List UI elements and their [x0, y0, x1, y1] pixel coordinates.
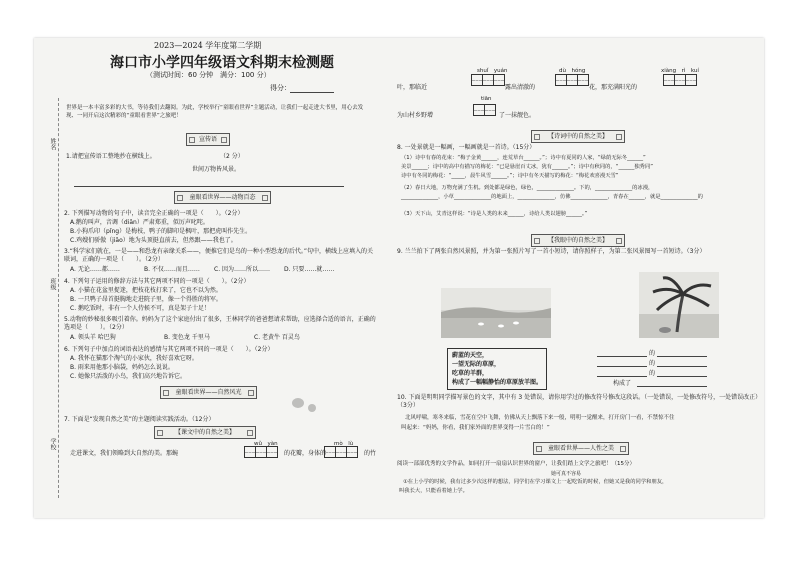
q7-line: 走进课文，我们领略到大自然的美。那蜿: [70, 450, 179, 457]
q8-text: 8. 一处景就是一幅画，一幅画就是一首诗。（15分）: [397, 144, 536, 151]
q8-s1b: 美景______；诗中的高中有描写的梅花：“已是悬崖百丈冰，犹有______。”；诗中有秋同的，“______独秀同”: [401, 164, 653, 170]
q4-text: 4. 下列句子运用的修辞方法与其它两项不同的一项是（ ）。（2分）: [64, 278, 250, 285]
q5-option-a[interactable]: A. 领头羊 哈巴狗: [70, 334, 116, 341]
section-my-eye: 【我眼中的自然之美】: [531, 234, 625, 247]
write-box-shuiyuan[interactable]: [471, 74, 504, 86]
q1-slogan: 世间万物皆风景。: [192, 166, 241, 173]
q9-end: 构成了: [613, 380, 632, 387]
right-top-end: 花，那充满阳光的: [589, 84, 638, 91]
q9-text: 9. 兰兰拍下了两张自然风景照，并为第一张照片写了一首小短诗，请你照样子，为第二张风景图写一首短诗。（3分）: [397, 248, 706, 255]
q7-line-mid: 的花瓣，身体的: [284, 450, 327, 457]
q3-option-b[interactable]: B. 不仅……而且……: [144, 266, 200, 273]
pinyin-duhong: dù hóng: [559, 68, 586, 74]
poem-line-1: 蔚蓝的天空，: [452, 352, 489, 359]
q7-pinyin-2: mò lù: [334, 441, 354, 447]
q4-option-b[interactable]: B. 一只鸭子昂首挺胸地走进院子里，像一个得胜的将军。: [70, 296, 222, 303]
section-humanity: 童眼看世界——人性之美: [533, 442, 629, 455]
score-label: 得分：: [270, 84, 291, 92]
q11-source: 她可真不容易: [551, 471, 582, 477]
q4-option-c[interactable]: C. 鹅吃饭时，非有一个人侍候不可，真是架子十足！: [70, 305, 211, 312]
side-label-class: 班级: [49, 278, 56, 290]
q3-option-c[interactable]: C. 因为……所以……: [214, 266, 271, 273]
q9-blank-2[interactable]: [657, 356, 707, 357]
side-label-name: 姓名: [49, 138, 56, 150]
section-nature: 童眼看世界——自然风光: [160, 386, 257, 399]
grassland-photo: [441, 288, 551, 338]
q5-option-b[interactable]: B. 变色龙 千里马: [164, 334, 210, 341]
pinyin-shuiyuan: shuǐ yuán: [477, 68, 508, 74]
exam-fullscore: 满分：100 分）: [220, 71, 271, 79]
intro-paragraph: 世界是一本丰富多彩的大书，等待我们去翻阅。为此，学校举行“童眼看世界”主题活动，让我们一起走进大书里，用心去发现、一同开启这次精彩的“童眼看世界”之旅吧！: [66, 105, 364, 119]
beach-palm-photo: [639, 272, 719, 338]
q10-text: 10. 下面是明明同学描写景色的文字，其中有 3 处错误，请你用学过的修改符号修改这段话。（一处错误，一处修改符号，一处错误改正）（3分）: [397, 394, 759, 409]
right-column: [391, 38, 764, 518]
q7-write-box-2[interactable]: [324, 446, 357, 458]
q2-option-b[interactable]: B.小狗爪印（pǐng）是梅枝，鸭子的脚印是枫叶，那把虎叫作先生。: [70, 228, 252, 235]
q3-option-a[interactable]: A. 无论……都……: [70, 266, 120, 273]
section-promo: 宣传语: [186, 133, 230, 146]
q7-pinyin-1: wǔ yàn: [254, 441, 278, 447]
q11-text: 阅读一部部优秀的文学作品，如同打开一扇扇认识世界的窗户，让我们踏上文学之旅吧！（15分）: [397, 461, 636, 467]
right-top-mid: 露出清澈的: [505, 84, 536, 91]
q11-para-2: 叫我长大，只能看着她上学。: [399, 488, 468, 494]
q8-s1: （1）诗中有春的花束：“梅子金黄______，连荒草台______。”；诗中有夏同的人家，“绿荫无际冬______”: [401, 155, 646, 161]
section-poetry-nature: 【诗词中的自然之美】: [531, 130, 625, 143]
q6-option-b[interactable]: B. 雨来用他那小脑袋，妈妈怎么说说。: [70, 364, 174, 371]
q1-text: 1.请把宣传语工整地抄在横线上。: [66, 153, 156, 160]
q9-blank-3[interactable]: [597, 366, 647, 367]
q9-blank-5[interactable]: [597, 376, 647, 377]
q9-de-3: 的: [649, 370, 656, 377]
q6-text: 6. 下列句子中加点的词语表达的感情与其它两项不同的一项是（ ）。（2分）: [64, 346, 274, 353]
left-column: [34, 38, 379, 518]
q3-option-d[interactable]: D. 只要……就……: [284, 266, 335, 273]
exam-time: （测试时间：60 分钟: [146, 71, 214, 79]
q1-answer-line[interactable]: [74, 186, 344, 187]
q9-de-1: 的: [649, 350, 656, 357]
pinyin-tian: tiān: [481, 96, 492, 102]
poem-line-2: 一望无际的草原，: [452, 361, 501, 368]
right-top-text: 叶，那临近: [397, 84, 428, 91]
q3-text: 3.“科学家们就在，一是——和恐龙有亲缘关系——，便推它们是鸟的一种小型恐龙的后代。”句中，横线上应填入的关联词，正确的一项是（ ）。（2分）: [64, 248, 373, 263]
write-box-tian[interactable]: [473, 104, 495, 116]
ink-stain: [292, 398, 304, 408]
side-label-school: 学校: [49, 438, 56, 450]
q7-text: 7. 下面是“发现自然之美”的主题阅读实践活动。（12分）: [64, 416, 215, 423]
q7-write-box-1[interactable]: [244, 446, 277, 458]
q9-blank-1[interactable]: [597, 356, 647, 357]
q9-blank-4[interactable]: [657, 366, 707, 367]
q10-para-1: 北风呼啸，寒冬来临，雪花在空中飞舞，仿佛从天上飘落下来一般，明明一觉醒来，打开房门一看，不禁惊不住: [405, 415, 675, 421]
school-year: 2023—2024 学年度第二学期: [154, 41, 262, 50]
q8-s1c: 诗中有冬同的梅花：“_____，晨牛风雪______。”；诗中有冬天描写的梅花：“梅花欢喜漫天雪”: [401, 173, 619, 179]
q2-option-a[interactable]: A.鹅的叫声，音调（diān）严肃郑重，似厉声叱咤。: [70, 219, 209, 226]
q5-text: 5.动物的妙秘很多吸引着你。妈妈为了这个家庭付出了很多，王林同学的爸爸想请求帮助，应选择合适的语言，正确的选项是（ ）。（2分）: [64, 316, 376, 331]
binding-line: [58, 98, 59, 498]
write-box-xiangrikui[interactable]: [663, 74, 696, 86]
poem-box: [447, 348, 547, 390]
q11-para-1: ①在上小学的时候，我有过多少次这样的想法，同学们在学习课文上一起吃饭的时候，但她又是我的同学和朋友，: [403, 479, 668, 485]
q9-blank-6[interactable]: [657, 376, 707, 377]
right-line2-end: 了一抹靓色。: [499, 112, 536, 119]
q6-option-c[interactable]: C. 她像只活泼的小鸟，我们高兴地告诉它。: [70, 373, 187, 380]
exam-title: 海口市小学四年级语文科期末检测题: [110, 55, 334, 71]
section-animals: 童眼看世界——动物百态: [174, 191, 271, 204]
q9-blank-7[interactable]: [637, 386, 707, 387]
poem-line-3: 吃草的羊群，: [452, 370, 489, 377]
right-line2: 为山村乡野增: [397, 112, 434, 119]
ink-stain: [308, 404, 316, 412]
q10-para-2: 叫起来：“妈妈，你看，我们家外面的世界变得一片雪白的！”: [401, 425, 550, 431]
poem-line-4: 构成了一幅幅静怡的草原放羊图。: [452, 379, 543, 386]
q2-option-c[interactable]: C.鸡嫂们骄傲（jiāo）地为头顶挺直前去，但然跟——我也了。: [70, 237, 237, 244]
pinyin-xiangrikui: xiàng rì kuí: [661, 68, 699, 74]
score-blank[interactable]: [290, 92, 334, 93]
q4-option-a[interactable]: A. 小猫在花盆里捉迷，把枝花枝打来了，它也不以为然。: [70, 287, 222, 294]
q2-text: 2. 下列描写动物的句子中，读音完全正确的一项是（ ）。（2分）: [64, 210, 244, 217]
exam-paper: [34, 38, 764, 518]
q8-s3: （3）天下山，艾青这样说：“诗是人类的未来______，诗给人类以翅膀______。”: [401, 211, 588, 217]
q5-option-c[interactable]: C. 老黄牛 百灵鸟: [254, 334, 300, 341]
q8-s2b: ______________，小草______________的地面上，______________，仿佛______________，青春在______，就是______________的: [401, 194, 703, 200]
q8-s2: （2）春日大地，万物充满了生机。到处都是绿色，绿色，______________。下的，______________的冰漫，: [401, 185, 654, 191]
q9-de-2: 的: [649, 360, 656, 367]
write-box-duhong[interactable]: [555, 74, 588, 86]
q1-points: （2 分）: [220, 153, 244, 160]
q6-option-a[interactable]: A. 我怀在猫那个淘气的小家伙，我好喜欢它呀。: [70, 355, 198, 362]
q7-line-end: 的竹: [364, 450, 377, 457]
section-textbook-nature: 【课文中的自然之美】: [154, 426, 256, 439]
